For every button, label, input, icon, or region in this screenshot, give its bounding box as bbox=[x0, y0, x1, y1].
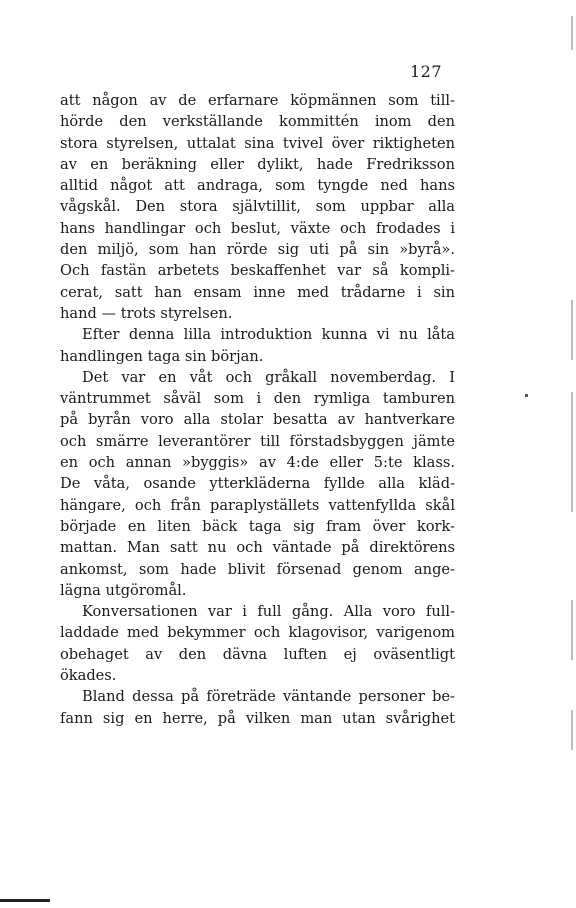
text-line: Efter denna lilla introduktion kunna vi nu låta bbox=[82, 326, 455, 344]
scan-dot bbox=[525, 394, 528, 397]
text-line: Och fastän arbetets beskaffenhet var så kompli- bbox=[60, 262, 455, 280]
text-line: laddade med bekymmer och klagovisor, varigenom bbox=[60, 624, 455, 642]
text-line: av en beräkning eller dylikt, hade Fredriksson bbox=[60, 155, 455, 173]
text-line: vågskål. Den stora självtillit, som uppbar alla bbox=[60, 198, 455, 216]
body-text bbox=[60, 90, 455, 729]
text-line: De våta, osande ytterkläderna fyllde alla kläd- bbox=[60, 475, 455, 493]
scan-edge-mark bbox=[571, 710, 573, 750]
scan-edge-mark bbox=[571, 392, 573, 512]
text-line: hans handlingar och beslut, växte och frodades i bbox=[60, 219, 455, 237]
text-line: och smärre leverantörer till förstadsbyggen jämte bbox=[60, 432, 455, 450]
text-line: väntrummet såväl som i den rymliga tamburen bbox=[60, 390, 455, 408]
text-line: mattan. Man satt nu och väntade på direktörens bbox=[60, 539, 455, 557]
text-line: cerat, satt han ensam inne med trådarne i sin bbox=[60, 283, 455, 301]
scan-bottom-rule bbox=[0, 899, 50, 902]
text-line: obehaget av den dävna luften ej oväsentligt bbox=[60, 645, 455, 663]
text-line: fann sig en herre, på vilken man utan svårighet bbox=[60, 709, 455, 727]
scan-edge-mark bbox=[571, 16, 573, 50]
text-line: att någon av de erfarnare köpmännen som till- bbox=[60, 92, 455, 109]
text-line: på byrån voro alla stolar besatta av hantverkare bbox=[60, 411, 455, 429]
scan-edge-mark bbox=[571, 600, 573, 660]
text-line: stora styrelsen, uttalat sina tvivel över riktigheten bbox=[60, 134, 455, 152]
text-line: hand — trots styrelsen. bbox=[60, 304, 233, 322]
text-line: ankomst, som hade blivit försenad genom ange- bbox=[60, 560, 455, 578]
text-line: handlingen taga sin början. bbox=[60, 347, 264, 365]
text-line: en och annan »byggis» av 4:de eller 5:te klass. bbox=[60, 454, 455, 472]
text-line: den miljö, som han rörde sig uti på sin »byrå». bbox=[60, 241, 455, 259]
text-line: hängare, och från paraplyställets vattenfyllda skål bbox=[60, 496, 455, 514]
text-line: lägna utgöromål. bbox=[60, 581, 187, 599]
text-line: Bland dessa på företräde väntande personer be- bbox=[82, 688, 455, 706]
page-number: 127 bbox=[409, 62, 442, 81]
text-line: Konversationen var i full gång. Alla voro full- bbox=[82, 603, 455, 621]
text-line: alltid något att andraga, som tyngde ned hans bbox=[60, 177, 455, 195]
scan-edge-mark bbox=[571, 300, 573, 360]
text-line: Det var en våt och gråkall novemberdag. I bbox=[82, 368, 455, 386]
text-line: ökades. bbox=[60, 667, 117, 685]
text-line: hörde den verkställande kommittén inom den bbox=[60, 113, 455, 131]
text-line: började en liten bäck taga sig fram över kork- bbox=[60, 517, 455, 535]
